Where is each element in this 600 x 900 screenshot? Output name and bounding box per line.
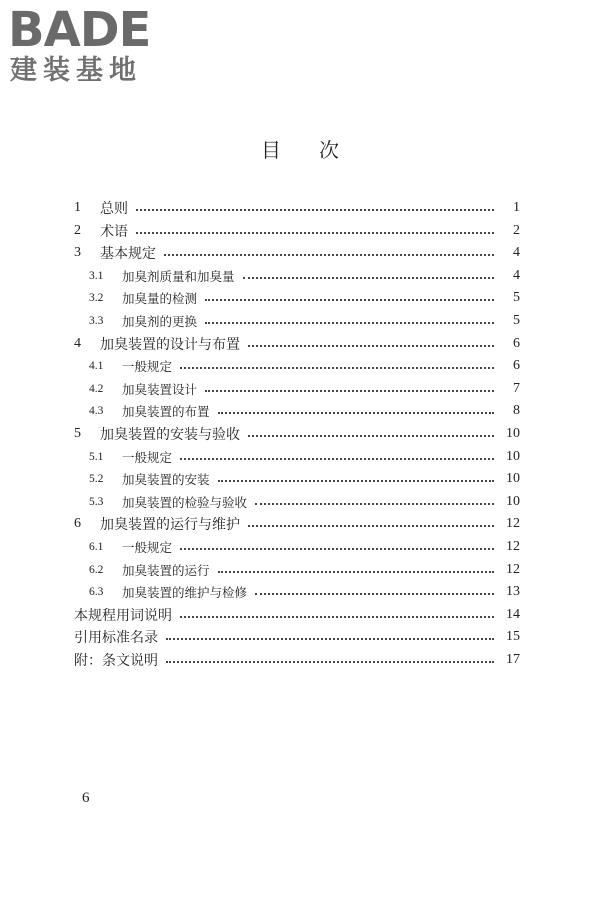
toc-dot-leader — [164, 254, 494, 256]
toc-entry[interactable] — [74, 649, 520, 671]
toc-entry-number: 4 — [74, 335, 81, 351]
toc-entry[interactable] — [74, 265, 520, 287]
toc-entry-number: 6.2 — [89, 563, 104, 576]
toc-entry-page: 15 — [506, 629, 520, 645]
toc-dot-leader — [205, 390, 494, 392]
toc-entry-label: 一般规定 — [122, 359, 173, 375]
toc-entry-label: 附：条文说明 — [74, 653, 158, 669]
toc-dot-leader — [166, 661, 494, 663]
toc-dot-leader — [136, 209, 494, 211]
toc-entry-page: 1 — [513, 200, 520, 215]
toc-entry-page: 10 — [506, 426, 520, 441]
toc-dot-leader — [180, 367, 494, 369]
toc-entry-number: 5 — [74, 426, 81, 441]
toc-entry[interactable] — [74, 287, 520, 309]
toc-entry-number: 2 — [74, 222, 81, 238]
page-number: 6 — [82, 790, 90, 806]
toc-entry-page: 12 — [506, 516, 520, 532]
toc-entry-number: 5.3 — [89, 495, 104, 508]
toc-entry[interactable] — [74, 220, 520, 242]
toc-entry-label: 加臭剂质量和加臭量 — [122, 268, 235, 284]
toc-entry-label: 加臭装置的安装与验收 — [100, 427, 240, 443]
toc-entry-label: 加臭装置的运行与维护 — [100, 517, 240, 534]
toc-entry-number: 3.1 — [89, 269, 104, 282]
toc-entry[interactable] — [74, 446, 520, 468]
toc-dot-leader — [166, 638, 494, 640]
toc-entry-page: 4 — [513, 245, 520, 261]
toc-entry-label: 本规程用词说明 — [74, 607, 172, 624]
toc-dot-leader — [180, 616, 494, 618]
toc-dot-leader — [205, 299, 494, 301]
toc-entry-label: 加臭装置的运行 — [122, 562, 210, 578]
toc-entry-label: 加臭装置的维护与检修 — [122, 585, 248, 601]
page-title: 目次 — [261, 138, 377, 162]
logo-subtitle: 建装基地 — [10, 55, 142, 86]
toc-entry-number: 3 — [74, 245, 81, 261]
bade-logo — [8, 4, 178, 88]
toc-entry-label: 引用标准名录 — [74, 630, 158, 647]
toc-entry-number: 6 — [74, 516, 81, 532]
toc-entry-label: 加臭装置的检验与验收 — [122, 494, 248, 510]
toc-entry-page: 2 — [513, 222, 520, 238]
toc-entry-number: 1 — [74, 200, 81, 215]
toc-dot-leader — [248, 525, 494, 527]
toc-entry[interactable] — [74, 333, 520, 355]
toc-entry-page: 10 — [506, 493, 520, 509]
toc-entry[interactable] — [74, 581, 520, 603]
toc-dot-leader — [255, 503, 494, 505]
toc-entry-page: 6 — [513, 335, 520, 351]
toc-entry-page: 8 — [513, 403, 520, 419]
toc-entry[interactable] — [74, 242, 520, 264]
toc-entry-label: 加臭装置设计 — [122, 381, 198, 397]
toc-entry[interactable] — [74, 423, 520, 445]
toc-entry[interactable] — [74, 491, 520, 513]
toc-dot-leader — [136, 232, 494, 234]
toc-entry-label: 术语 — [100, 223, 128, 240]
toc-entry[interactable] — [74, 559, 520, 581]
toc-entry-page: 7 — [513, 380, 520, 396]
toc-dot-leader — [243, 277, 494, 279]
toc-entry-page: 5 — [513, 313, 520, 328]
toc-entry-page: 6 — [513, 358, 520, 374]
toc-entry-label: 加臭装置的安装 — [122, 472, 210, 488]
toc-entry-page: 12 — [506, 539, 520, 554]
toc-entry-page: 17 — [506, 652, 520, 667]
toc-entry-label: 加臭装置的设计与布置 — [100, 336, 240, 353]
toc-entry[interactable] — [74, 197, 520, 219]
toc-entry-label: 总则 — [100, 201, 128, 217]
toc-dot-leader — [248, 435, 494, 437]
toc-entry-number: 5.1 — [89, 450, 104, 463]
toc-entry-number: 5.2 — [89, 473, 104, 486]
toc-entry[interactable] — [74, 536, 520, 558]
toc-entry-label: 一般规定 — [122, 540, 173, 555]
toc-entry-label: 加臭量的检测 — [122, 291, 198, 307]
toc-dot-leader — [218, 571, 494, 573]
toc-entry-page: 10 — [506, 471, 520, 487]
toc-entry-page: 12 — [506, 561, 520, 577]
toc-entry-number: 3.2 — [89, 292, 104, 305]
toc-entry-page: 5 — [513, 290, 520, 306]
toc-entry-label: 基本规定 — [100, 246, 156, 263]
toc-entry[interactable] — [74, 468, 520, 490]
toc-entry[interactable] — [74, 378, 520, 400]
toc-entry-page: 13 — [506, 584, 520, 600]
toc-entry[interactable] — [74, 604, 520, 626]
toc-entry-number: 4.2 — [89, 382, 104, 395]
toc-entry-number: 4.1 — [89, 360, 104, 373]
toc-dot-leader — [218, 412, 494, 414]
toc-entry[interactable] — [74, 626, 520, 648]
toc-dot-leader — [180, 548, 494, 550]
toc-entry[interactable] — [74, 355, 520, 377]
toc-entry-number: 6.3 — [89, 586, 104, 599]
toc-entry-page: 14 — [506, 606, 520, 622]
toc-dot-leader — [180, 458, 494, 460]
toc-dot-leader — [218, 480, 494, 482]
toc-dot-leader — [255, 593, 494, 595]
toc-entry-label: 加臭装置的布置 — [122, 404, 210, 420]
toc-entry-number: 4.3 — [89, 405, 104, 418]
toc-entry-number: 6.1 — [89, 541, 104, 553]
logo-wordmark: BADE — [8, 2, 151, 58]
toc-entry-label: 加臭剂的更换 — [122, 314, 198, 329]
toc-entry[interactable] — [74, 513, 520, 535]
toc-entry-page: 10 — [506, 448, 520, 464]
toc-entry-label: 一般规定 — [122, 449, 173, 465]
toc-dot-leader — [205, 322, 494, 324]
toc-entry[interactable] — [74, 400, 520, 422]
toc-dot-leader — [248, 345, 494, 347]
toc-entry[interactable] — [74, 310, 520, 332]
toc-entry-number: 3.3 — [89, 315, 104, 327]
toc-entry-page: 4 — [513, 267, 520, 283]
